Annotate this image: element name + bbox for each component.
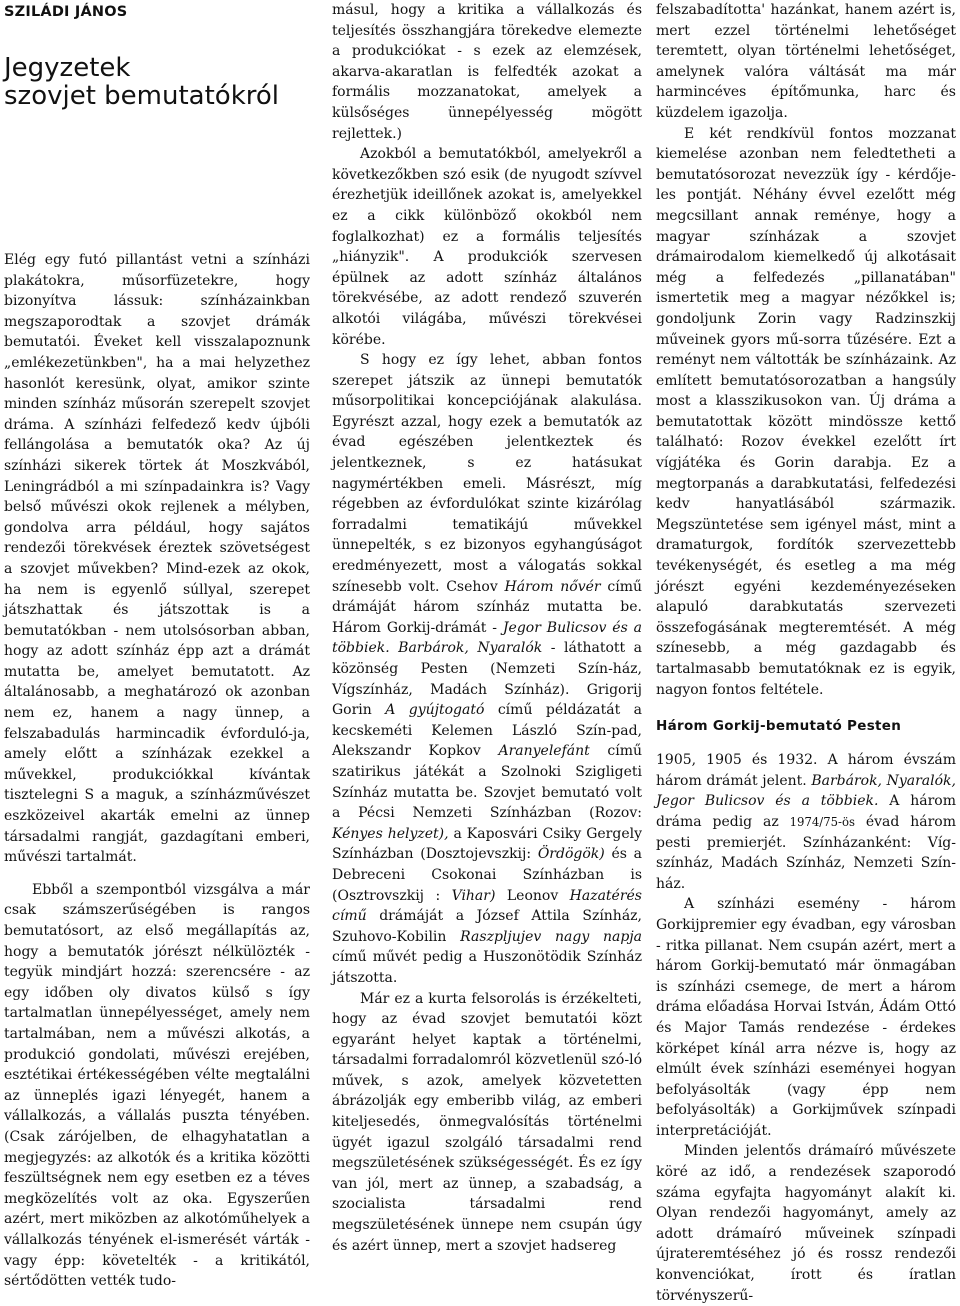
- paragraph: másul, hogy a kritika a vállalkozás és teljesítés összhangjára törekedve elemezte a produkciókat - s ezek az elemzések, akarva-akaratlan is felfedték azokat a formális mozzanatokat, amelyek a külsőséges ünnepélyesség mögött rejlettek.): [332, 2, 642, 142]
- play-title: Raszpljujev nagy napja: [460, 928, 643, 945]
- column-3: [656, 0, 956, 1304]
- season-label: 1974/75-ös: [789, 814, 855, 829]
- paragraph: Minden jelentős drámaíró művészete köré az idő, a rendezések szaporodó száma egyfajta hagyományt alakít ki. Olyan rendezői hagyományt, amely az adott drámaíró műveinek színpadi újrateremtéséhez jó és rossz rendezői konvenciókat, írott és íratlan törvényszerű-: [656, 1143, 956, 1304]
- text-run: - láthatott a közönség Pesten (Nemzeti Szín-ház, Vígszínház, Madách Színház). Grigorij Gorin: [332, 640, 642, 719]
- text-run: című művét pedig a Huszonötödik Színház játszotta.: [332, 949, 642, 986]
- text-run: és a Debreceni Csokonai Színházban is (Osztrovszkij :: [332, 846, 642, 904]
- play-title: Barbárok, Nyaralók, Jegor Bulicsov és a többiek.: [656, 772, 956, 810]
- paragraph: A színházi esemény - három Gorkijpremier egy évadban, egy városban - ritka pillanat. Nem csupán azért, mert a három Gorkij-bemutató már önmagában is színházi csemege, de mert a három dráma előadása Horvai István, Ádám Ottó és Major Tamás rendezése - érdekes körképet kínál arra nézve is, hogy az elmúlt évek színházi eseményei hogyan befolyásolták (vagy épp nem befolyásolták) a Gorkijművek színpadi interpretációját.: [656, 896, 956, 1139]
- play-title: Vihar): [451, 887, 496, 904]
- play-title: Ördögök): [537, 846, 605, 863]
- play-title: A gyújtogató: [385, 702, 485, 719]
- text-run: évad három pesti premierjét. Színházanként: Víg-színház, Madách Színház, Nemzeti Szín-ház.: [656, 813, 956, 892]
- paragraph: [332, 350, 642, 988]
- text-run: Leonov: [495, 887, 570, 904]
- text-run: 1905, 1905 és 1932. A három évszám három drámát jelent.: [656, 752, 956, 789]
- play-title: Kényes helyzet),: [332, 825, 449, 842]
- paragraph: E két rendkívül fontos mozzanat kiemelése azonban nem feledtetheti a bemutatósorozat nevezzük így - kérdője-les pontját. Néhány évvel ezelőtt még megcsillant annak reménye, hogy a magyar színházak a szovjet drámairodalom kiemelkedő új alkotásait még a felfedezés „pillanatában" ismertetik meg a magyar nézőkkel is; gondoljunk Zorin vagy Radzinszkij műveinek gyors mű-sorra tűzésére. Ezt a reményt nem váltották be színházaink. Az említett bemutatósorozatban a hangsúly most a klasszikusokon van. Új dráma a bemutatottak között mindössze kettő található: Rozov évekkel ezelőtt írt vígjátéka és Gorin darabja. Ez a megtorpanás a darabkutatási, felfedezési kedv hanyatlásából származik. Megszüntetése sem igényel mást, mint a dramaturgok, fordítók szervezettebb tevékenységét, és esetleg a ma még jórészt egyéni kezdeményezéseken alapuló darabkutatás szervezeti összefogásának megteremtését. A még színesebb, a még gazdagabb és tartalmasabb bemutatóknak ez is egyik, nagyon fontos feltétele.: [656, 125, 956, 698]
- text-run: a Kaposvári Csiky Gergely Színházban (Dosztojevszkij:: [332, 825, 642, 863]
- author-name: SZILÁDI JÁNOS: [4, 4, 128, 20]
- text-run: című szatirikus játékát a Szolnoki Szigligeti Színház mutatta be. Szovjet bemutató volt a Pécsi Nemzeti Színházban (Rozov:: [332, 743, 642, 822]
- text-run: A három dráma pedig az: [656, 793, 956, 830]
- text-run: című példázatát a kecskeméti Kelemen László Szín-pad, Alekszandr Kopkov: [332, 702, 642, 760]
- column-2: [332, 0, 643, 1254]
- article-title: [4, 54, 310, 110]
- paragraph: Már ez a kurta felsorolás is érzékelteti, hogy az évad szovjet bemutatói közt egyaránt helyet kaptak a történelmi, társadalmi forradalomról közvetlenül szó-ló művek, s azok, amelyek közvetetten ábrázolják egy emberibb világ, az emberi kiteljesedés, önmegvalósítás történelmi ügyét igazul szolgáló társadalmi rend megszületésének szükségességét. És ez így van jól, mert az ünnep, a szabadság, a szocialista társadalmi rend megszületésének ünnepe nem csupán úgy és azért ünnep, mert a szovjet hadsereg: [332, 990, 642, 1254]
- section-heading: Három Gorkij-bemutató Pesten: [656, 718, 902, 735]
- paragraph: Elég egy futó pillantást vetni a színházi plakátokra, műsorfüzetekre, hogy bizonyítva lássuk: színházainkban megszaporodtak a szovjet drámák bemutatói. Éveket kell visszalapoznunk „emlékezetünkben", ha a mai helyzethez hasonlót keresünk, olyat, amikor szinte minden színház műsorán szerepelt szovjet dráma. A színházi felfedező kedv újbóli fellángolása a bemutatók oka? Az új színházi sikerek törtek át Moszkvából, Leningrádból a mi színpadainkra is? Vagy belső művészi okok rejlenek a mélyben, gondolva arra például, hogy sajátos rendezői törekvések éreztek szövetségest a szovjet művekben? Mind-ezek az okok, ha nem is egyenlő súllyal, szerepet játszhattak és játszottak is a bemutatókban - nem utolsósorban abban, hogy az adott színház épp azt a drámát mutatta be, amelyet bemutatott. Az általánosabb, a meghatározó ok azonban nem ez, hanem a nagy ünnep, a felszabadulás harmincadik évforduló-ja, amely előtt a színházak ezekkel a művekkel, produkciókkal kívántak tisztelegni S a maguk, a színházművészet eszközeivel akarták emelni az ünnep társadalmi rangját, gazdagítani emberi, művészi tartalmát.: [4, 252, 310, 866]
- paragraph: Ebből a szempontból vizsgálva a már csak számszerűségében is rangos bemutatósort, az első megállapítás az, hogy a bemutatók jórészt nélkülözték - tegyük mindjárt hozzá: szerencsére - az egy időben oly divatos külső s így tartalmatlan ünnepélyességet, amely nem tartalmában, nem a művészi alkotás, a produkció gondolati, művészi erejében, esztétikai értékességében vélte megtalálni az ünneplés igazi lényegét, hanem a vállalkozás, a vállalás puszta tényében. (Csak zárójelben, de elhagyhatatlan a megjegyzés: az alkotók és a kritika közötti feszültségnek nem egy esetben ez a téves megközelítés volt az oka. Egyszerűen azért, mert miközben az alkotóműhelyek a vállalkozás tényének el-ismerését várták - vagy épp: követelték - a kritikától, sértődötten vették tudo-: [4, 881, 310, 1290]
- paragraph: felszabadította' hazánkat, hanem azért is, mert ezzel történelmi lehetőséget teremtett, olyan történelmi lehetőséget, amelynek valóra váltását ma már harmincéves építőmunka, harc és küzdelem igazolja.: [656, 2, 956, 121]
- text-run: című drámáját három színház mutatta be. Három Gorkij-drámát -: [332, 578, 643, 636]
- play-title: Hazatérés című: [332, 887, 642, 925]
- play-title: Jegor Bulicsov és a többiek. Barbárok, Nyaralók: [332, 619, 642, 657]
- title-line-2: szovjet bemutatókról: [4, 81, 280, 111]
- text-run: drámáját a József Attila Színház, Szuhovo-Kobilin: [332, 908, 642, 945]
- text-run: S hogy ez így lehet, abban fontos szerepet játszik az ünnepi bemutatók műsorpolitikai koncepciójának alakulása. Egyrészt azzal, hogy ezek a bemutatók az évad egészében jelentkeztek és jelentkeznek, s ez hatásukat nagymértékben emeli. Másrészt, míg régebben az évfordulókat szinte kizárólag forradalmi tematikájú művekkel ünnepelték, s ez bizonyos egyhangúságot eredményezett, most a válogatás sokkal színesebb volt. Csehov: [332, 352, 642, 595]
- play-title: Aranyelefánt: [498, 743, 590, 760]
- paragraph: Azokból a bemutatókból, amelyekről a következőkben szó esik (de nyugodt szívvel érezhetjük ideillőnek azokat is, amelyekkel ez a cikk különböző okokból nem foglalkozhat) ez a formális teljesítés „hiányzik". A produkciók szervesen épülnek az adott színház általános törekvésébe, az adott rendező szuverén alkotói világába, művészi törekvései körébe.: [332, 146, 642, 348]
- column-1: [4, 0, 310, 1290]
- paragraph: [656, 750, 956, 894]
- title-line-1: Jegyzetek: [4, 53, 131, 83]
- play-title: Három nővér: [504, 578, 601, 595]
